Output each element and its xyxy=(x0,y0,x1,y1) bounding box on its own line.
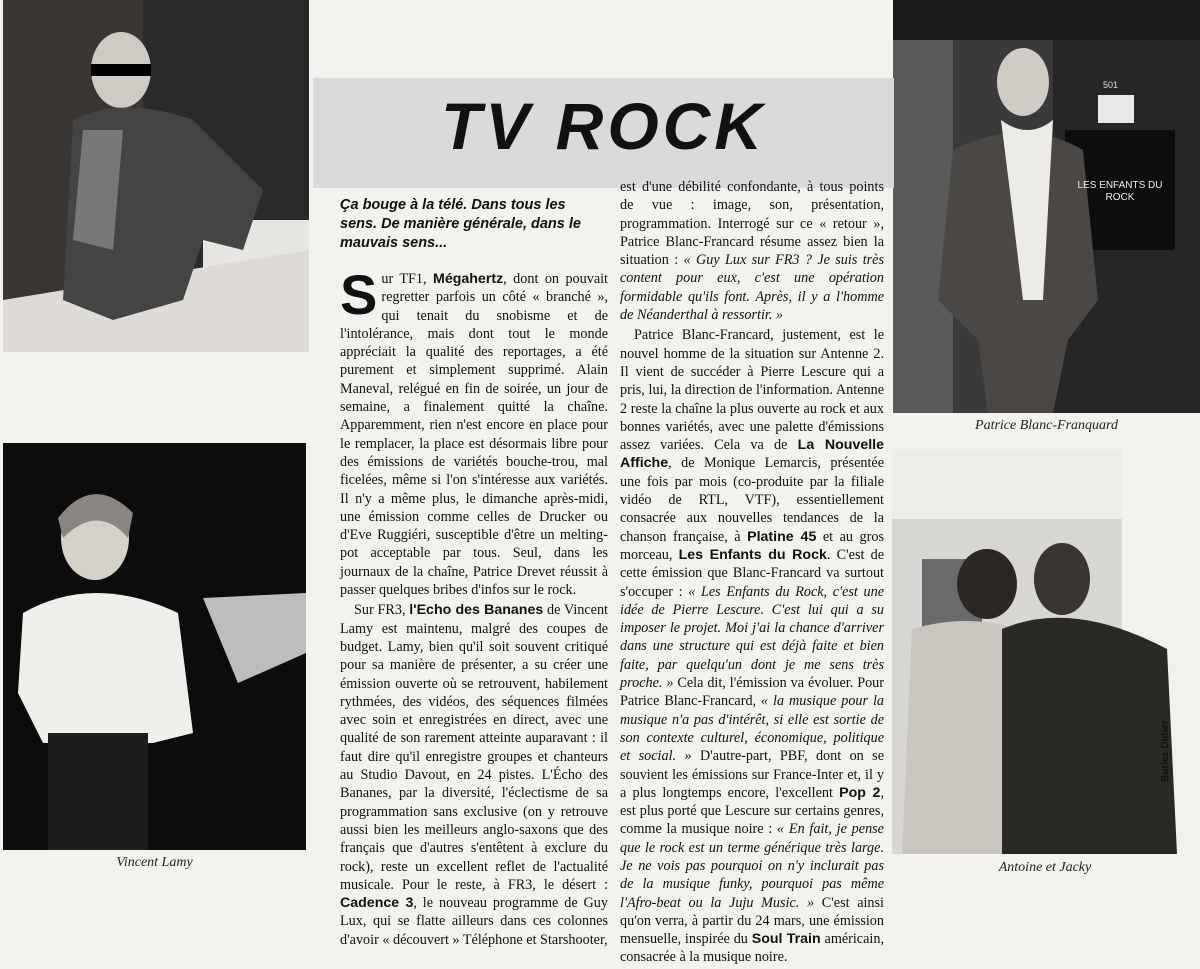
quote: « la musique pour la musique n'a pas d'intérêt, si elle est sortie de son contexte culturel, économique, politique et social. » xyxy=(620,693,884,765)
article-column-1 xyxy=(340,263,608,951)
photo-credit: Buriez Didier xyxy=(1160,720,1171,782)
text-run: de Vincent Lamy est maintenu, malgré des coupes de budget. Lamy, bien qu'il soit souvent critiqué pour sa manière de présenter, a su créer une émission ouverte où se retrouvent, habilement rythmées, des vidéos, des séquences filmées avec soin et enregistrées en direct, avec une qualité de son rarement atteinte auparavant : il faut dire qu'il enregistre groupes et chanteurs au Studio Davout, en 24 pistes. L'Écho des Bananes, par la diversité, l'éclectisme de sa programmation sans exclusive (on y retrouve aussi bien les meilleurs anglo-saxons que des français que d'autres s'entêtent à exclure du rock), reste un excellent reflet de l'actualité musicale. Pour le reste, à FR3, le désert : xyxy=(340,602,608,893)
text-run: , de Monique Lemarcis, présentée une fois par mois (co-produite par la filiale vidéo de RTL, VTF), essentiellement consacrée aux nouvelles tendances de la chanson française, à xyxy=(620,455,884,545)
page-title: TV ROCK xyxy=(441,89,766,163)
quote: « Guy Lux sur FR3 ? Je suis très content pour eux, c'est une opération formidable qu'ils font. Après, il y a l'homme de Néanderthal à ressortir. » xyxy=(620,252,885,324)
door-number: 501 xyxy=(1103,80,1119,90)
text-run: , est plus porté que Lescure sur certains genres, comme la musique noire : xyxy=(620,784,884,838)
paragraph xyxy=(620,178,884,324)
program-name: Mégahertz xyxy=(433,271,504,287)
photo-top-right xyxy=(893,0,1200,413)
photo-bottom-right xyxy=(892,449,1198,854)
text-run: et au gros morceau, xyxy=(620,528,884,563)
text-run: C'est ainsi qu'on verra, à partir du 24 mars, une émission mensuelle, inspirée du xyxy=(620,894,884,948)
text-run: américain, consacrée à la musique noire. xyxy=(620,931,884,966)
quote: « En fait, je pense que le rock est un terme générique très large. Je ne vois pas pourquoi on n'y inclurait pas de la musique funky, pourquoi pas même l'Afro-beat ou la Juju Music. » xyxy=(620,821,884,911)
portrait-photo-icon xyxy=(3,443,306,850)
program-name: Platine 45 xyxy=(747,528,817,545)
program-name: La Nouvelle Affiche xyxy=(620,437,885,472)
sign-text: LES ENFANTS DU ROCK xyxy=(1077,180,1163,203)
text-run: Patrice Blanc-Francard, justement, est le nouvel homme de la situation sur Antenne 2. Il vient de succéder à Pierre Lescure qui a pris, lui, la direction de l'information. Antenne 2 reste la chaîne la plus ouverte au rock et aux bonnes variétés, avec une palette d'émissions assez variées. Cela va de xyxy=(620,327,884,454)
text-run: Sur FR3, xyxy=(354,602,410,619)
lead-paragraph: Ça bouge à la télé. Dans tous les sens. De manière générale, dans le mauvais sens... xyxy=(340,197,581,251)
photo-bottom-left xyxy=(3,443,306,850)
program-name: Soul Train xyxy=(751,931,821,948)
text-run: est d'une débilité confondante, à tous points de vue : image, son, présentation, programmation. Interrogé sur ce « retour », Patrice Blanc-Francard résume assez bien la situation : xyxy=(620,179,884,269)
text-run: , le nouveau programme de Guy Lux, qui se flatte ailleurs dans ces colonnes d'avoir « découvert » Téléphone et Starshooter, xyxy=(340,895,608,948)
program-name: Pop 2 xyxy=(839,784,881,801)
caption-bottom-left: Vincent Lamy xyxy=(116,855,193,870)
text-run: . C'est de cette émission que Blanc-Francard va surtout s'occuper : xyxy=(620,546,885,600)
photo-top-left xyxy=(3,0,309,352)
paragraph xyxy=(340,601,608,949)
text-run: , dont on pouvait regretter parfois un côté « branché », qui tenait du snobisme et de l'intolérance, mais dont tout le monde appréciait la qualité des reportages, a été purement et simplement supprimé. Alain Maneval, relégué en fin de soirée, un jour de semaine, a finalement quitté la chaîne. Apparemment, rien n'est encore en place pour le remplacer, la place est désormais libre pour des émissions de variétés bouche-trou, mal ficelées, même si l'on s'intéresse aux variétés. Il n'y a même plus, le dimanche après-midi, une émission comme celles de Drucker ou d'Eve Ruggiéri, susceptible d'être un melting-pot acceptable par tous. Seul, dans les journaux de la chaîne, Patrice Drevet réussit à passer quelques bribes d'infos sur le rock. xyxy=(340,271,608,599)
drop-cap: S xyxy=(340,263,378,326)
quote: « Les Enfants du Rock, c'est une idée de Pierre Lescure. C'est lui qui a su imposer le projet. Moi j'ai la chance d'arriver dans une structure qui est déjà faite et bien faite, par quelqu'un dont je me sens très proche. » xyxy=(620,583,884,692)
portrait-photo-icon xyxy=(892,449,1198,854)
caption-top-right: Patrice Blanc-Franquard xyxy=(975,418,1118,433)
paragraph xyxy=(620,326,884,966)
program-name: l'Echo des Bananes xyxy=(409,602,544,619)
article-column-2 xyxy=(620,178,884,969)
portrait-photo-icon xyxy=(3,0,309,352)
portrait-photo-icon xyxy=(893,0,1200,413)
text-run: Cela dit, l'émission va évoluer. Pour Patrice Blanc-Francard, xyxy=(620,675,885,710)
text-run: D'autre-part, PBF, dont on se souvient les émissions sur France-Inter et, il y a plus longtemps encore, l'excellent xyxy=(620,748,884,801)
program-name: Cadence 3 xyxy=(340,895,414,912)
paragraph xyxy=(340,263,608,599)
text-run: ur TF1, xyxy=(381,271,433,287)
program-name: Les Enfants du Rock xyxy=(678,546,827,563)
caption-bottom-right: Antoine et Jacky xyxy=(998,860,1092,875)
